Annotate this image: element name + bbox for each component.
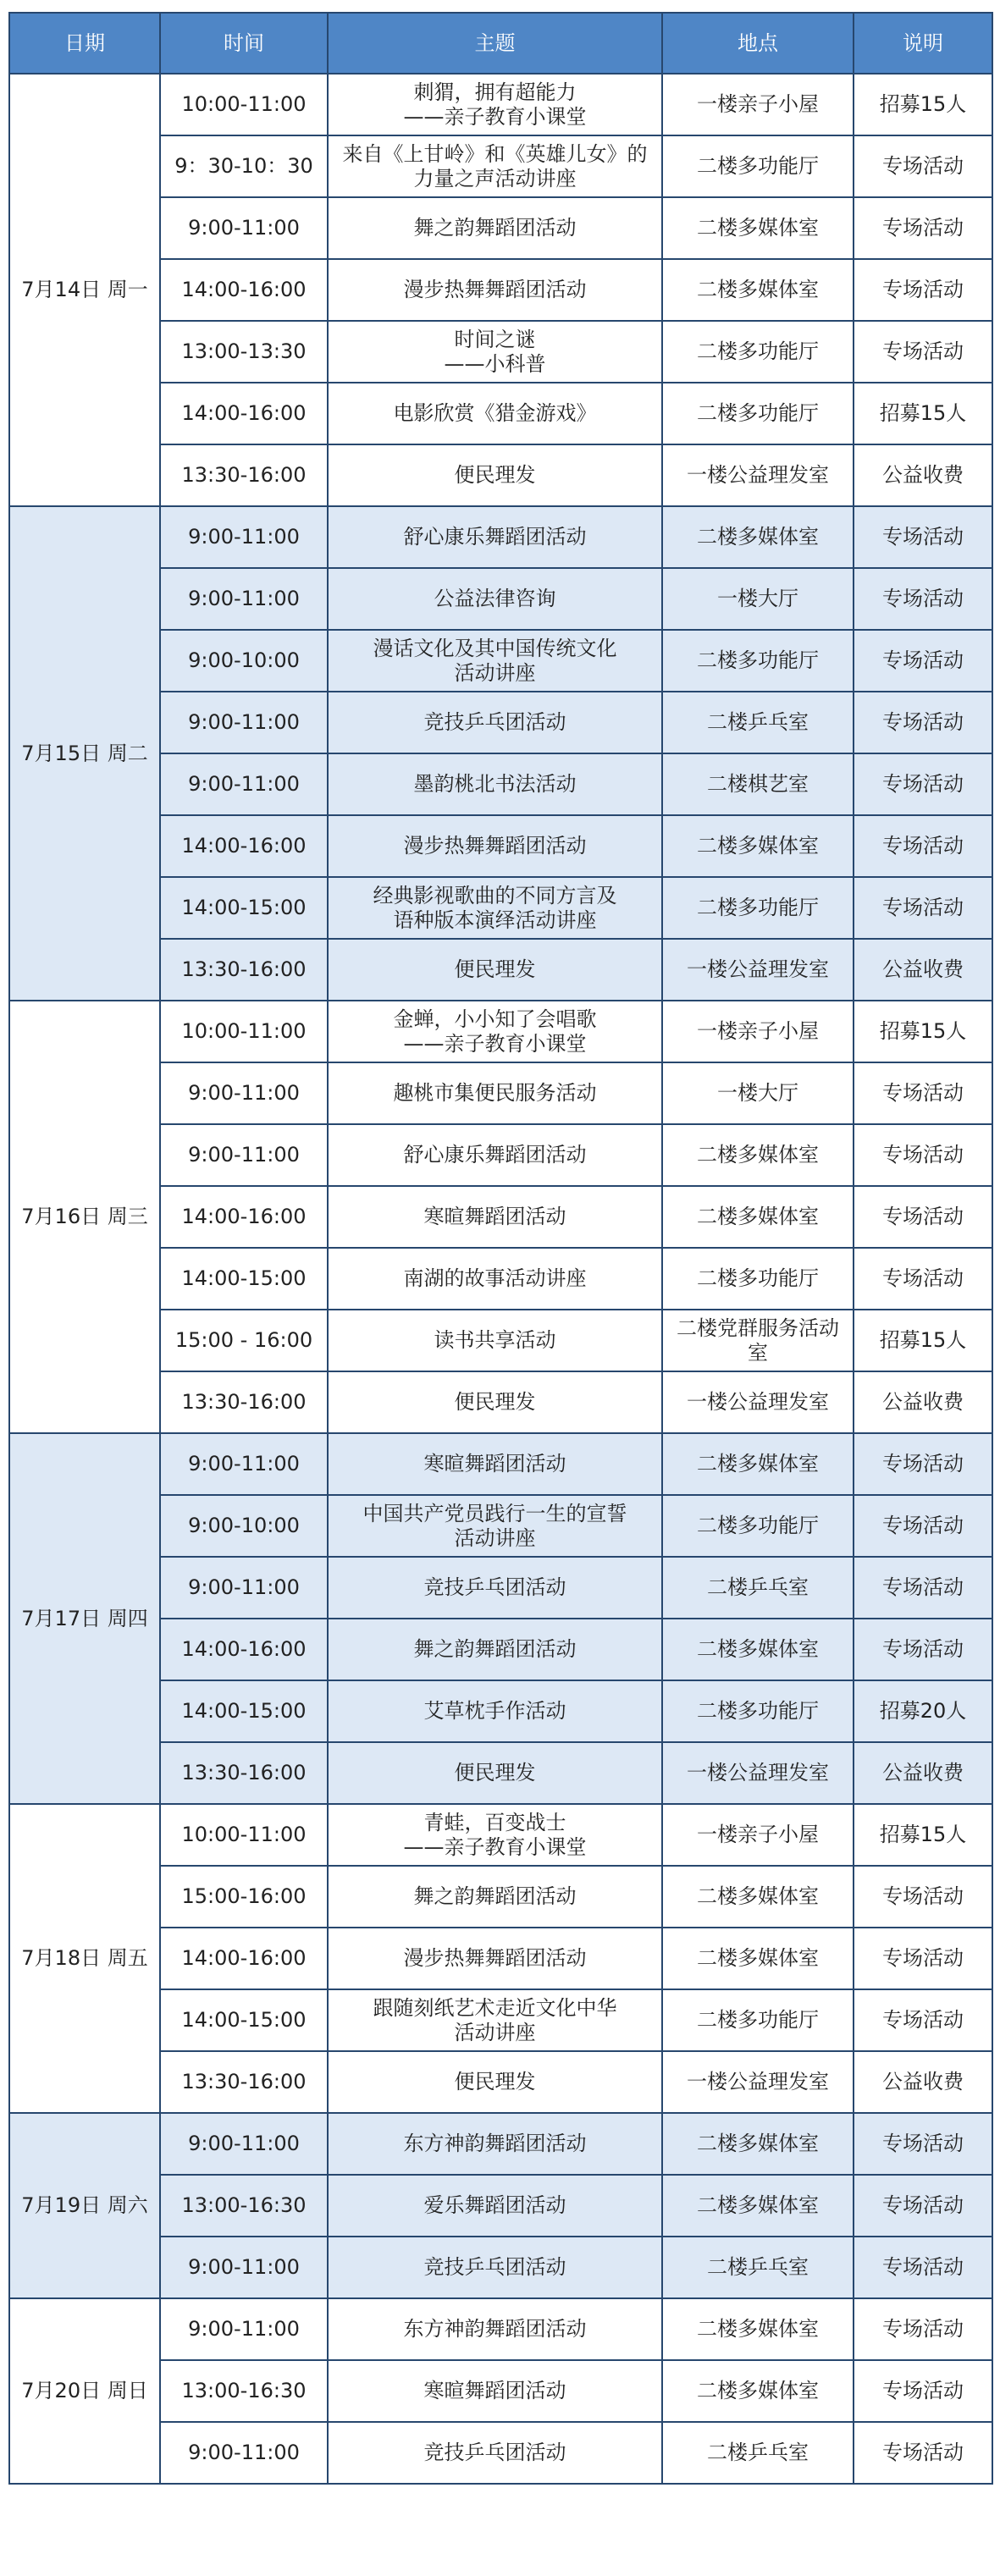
place-cell: 一楼公益理发室 <box>662 1371 854 1433</box>
table-row <box>9 74 992 135</box>
note-cell: 专场活动 <box>854 1495 992 1557</box>
time-cell: 14:00-16:00 <box>160 1928 328 1989</box>
note-cell: 专场活动 <box>854 2175 992 2237</box>
place-cell: 二楼多功能厅 <box>662 1989 854 2051</box>
time-cell: 15:00 - 16:00 <box>160 1310 328 1371</box>
topic-cell: 漫话文化及其中国传统文化 活动讲座 <box>328 630 662 692</box>
topic-cell: 便民理发 <box>328 939 662 1001</box>
schedule-table <box>8 12 993 2485</box>
time-cell: 9:00-11:00 <box>160 2237 328 2298</box>
topic-cell: 爱乐舞蹈团活动 <box>328 2175 662 2237</box>
date-cell: 7月19日 周六 <box>9 2113 160 2298</box>
place-cell: 二楼多媒体室 <box>662 1928 854 1989</box>
time-cell: 10:00-11:00 <box>160 1001 328 1062</box>
date-cell: 7月16日 周三 <box>9 1001 160 1433</box>
place-cell: 二楼多媒体室 <box>662 2298 854 2360</box>
time-cell: 14:00-15:00 <box>160 1680 328 1742</box>
note-cell: 专场活动 <box>854 1619 992 1680</box>
place-cell: 一楼公益理发室 <box>662 939 854 1001</box>
topic-cell: 东方神韵舞蹈团活动 <box>328 2298 662 2360</box>
topic-cell: 竞技乒乓团活动 <box>328 1557 662 1619</box>
time-cell: 10:00-11:00 <box>160 1804 328 1866</box>
time-cell: 9:00-10:00 <box>160 1495 328 1557</box>
time-cell: 13:00-16:30 <box>160 2175 328 2237</box>
note-cell: 专场活动 <box>854 1124 992 1186</box>
note-cell: 专场活动 <box>854 753 992 815</box>
time-cell: 14:00-16:00 <box>160 1186 328 1248</box>
date-cell: 7月18日 周五 <box>9 1804 160 2113</box>
time-cell: 14:00-16:00 <box>160 383 328 444</box>
time-cell: 9:00-11:00 <box>160 2422 328 2484</box>
time-cell: 9:00-11:00 <box>160 1124 328 1186</box>
note-cell: 专场活动 <box>854 568 992 630</box>
table-row <box>9 2298 992 2360</box>
topic-cell: 漫步热舞舞蹈团活动 <box>328 259 662 321</box>
header-time: 时间 <box>160 13 328 74</box>
place-cell: 二楼多功能厅 <box>662 383 854 444</box>
time-cell: 9:00-11:00 <box>160 753 328 815</box>
place-cell: 二楼多功能厅 <box>662 630 854 692</box>
time-cell: 9:00-11:00 <box>160 1557 328 1619</box>
note-cell: 公益收费 <box>854 2051 992 2113</box>
place-cell: 二楼多功能厅 <box>662 1248 854 1310</box>
place-cell: 二楼多媒体室 <box>662 1866 854 1928</box>
note-cell: 专场活动 <box>854 692 992 753</box>
note-cell: 专场活动 <box>854 2360 992 2422</box>
topic-cell: 竞技乒乓团活动 <box>328 692 662 753</box>
time-cell: 9:00-11:00 <box>160 1433 328 1495</box>
note-cell: 专场活动 <box>854 1866 992 1928</box>
topic-cell: 漫步热舞舞蹈团活动 <box>328 1928 662 1989</box>
topic-cell: 金蝉，小小知了会唱歌 ——亲子教育小课堂 <box>328 1001 662 1062</box>
topic-cell: 刺猬，拥有超能力 ——亲子教育小课堂 <box>328 74 662 135</box>
place-cell: 一楼亲子小屋 <box>662 74 854 135</box>
time-cell: 10:00-11:00 <box>160 74 328 135</box>
note-cell: 专场活动 <box>854 2113 992 2175</box>
note-cell: 专场活动 <box>854 197 992 259</box>
place-cell: 二楼多媒体室 <box>662 2360 854 2422</box>
date-cell: 7月14日 周一 <box>9 74 160 506</box>
topic-cell: 读书共享活动 <box>328 1310 662 1371</box>
place-cell: 一楼公益理发室 <box>662 2051 854 2113</box>
time-cell: 14:00-15:00 <box>160 877 328 939</box>
table-row <box>9 2113 992 2175</box>
place-cell: 二楼乒乓室 <box>662 1557 854 1619</box>
topic-cell: 寒暄舞蹈团活动 <box>328 1186 662 1248</box>
table-row <box>9 506 992 568</box>
note-cell: 公益收费 <box>854 444 992 506</box>
place-cell: 一楼亲子小屋 <box>662 1001 854 1062</box>
topic-cell: 青蛙，百变战士 ——亲子教育小课堂 <box>328 1804 662 1866</box>
time-cell: 9:00-11:00 <box>160 197 328 259</box>
time-cell: 13:30-16:00 <box>160 1371 328 1433</box>
note-cell: 专场活动 <box>854 1433 992 1495</box>
note-cell: 专场活动 <box>854 1186 992 1248</box>
note-cell: 招募20人 <box>854 1680 992 1742</box>
time-cell: 9:00-11:00 <box>160 568 328 630</box>
place-cell: 二楼多功能厅 <box>662 135 854 197</box>
time-cell: 13:30-16:00 <box>160 939 328 1001</box>
time-cell: 9:00-11:00 <box>160 1062 328 1124</box>
time-cell: 13:30-16:00 <box>160 2051 328 2113</box>
table-header-row <box>9 13 992 74</box>
note-cell: 专场活动 <box>854 2237 992 2298</box>
place-cell: 二楼多功能厅 <box>662 1495 854 1557</box>
time-cell: 13:00-16:30 <box>160 2360 328 2422</box>
header-place: 地点 <box>662 13 854 74</box>
note-cell: 招募15人 <box>854 383 992 444</box>
place-cell: 二楼多功能厅 <box>662 1680 854 1742</box>
note-cell: 专场活动 <box>854 2298 992 2360</box>
place-cell: 一楼公益理发室 <box>662 444 854 506</box>
place-cell: 二楼党群服务活动 室 <box>662 1310 854 1371</box>
topic-cell: 便民理发 <box>328 2051 662 2113</box>
date-cell: 7月15日 周二 <box>9 506 160 1001</box>
place-cell: 二楼乒乓室 <box>662 2422 854 2484</box>
topic-cell: 东方神韵舞蹈团活动 <box>328 2113 662 2175</box>
topic-cell: 便民理发 <box>328 1742 662 1804</box>
topic-cell: 舞之韵舞蹈团活动 <box>328 1866 662 1928</box>
place-cell: 二楼多媒体室 <box>662 506 854 568</box>
place-cell: 二楼多媒体室 <box>662 1619 854 1680</box>
time-cell: 14:00-15:00 <box>160 1248 328 1310</box>
place-cell: 一楼大厅 <box>662 1062 854 1124</box>
topic-cell: 便民理发 <box>328 444 662 506</box>
note-cell: 专场活动 <box>854 630 992 692</box>
note-cell: 专场活动 <box>854 1989 992 2051</box>
topic-cell: 艾草枕手作活动 <box>328 1680 662 1742</box>
note-cell: 专场活动 <box>854 2422 992 2484</box>
note-cell: 专场活动 <box>854 1557 992 1619</box>
note-cell: 专场活动 <box>854 321 992 383</box>
place-cell: 二楼乒乓室 <box>662 2237 854 2298</box>
place-cell: 二楼多功能厅 <box>662 321 854 383</box>
place-cell: 一楼大厅 <box>662 568 854 630</box>
table-row <box>9 1804 992 1866</box>
topic-cell: 竞技乒乓团活动 <box>328 2237 662 2298</box>
topic-cell: 舞之韵舞蹈团活动 <box>328 197 662 259</box>
place-cell: 二楼多媒体室 <box>662 815 854 877</box>
note-cell: 专场活动 <box>854 506 992 568</box>
topic-cell: 舒心康乐舞蹈团活动 <box>328 1124 662 1186</box>
topic-cell: 公益法律咨询 <box>328 568 662 630</box>
place-cell: 二楼多媒体室 <box>662 1186 854 1248</box>
note-cell: 专场活动 <box>854 1928 992 1989</box>
note-cell: 招募15人 <box>854 1310 992 1371</box>
time-cell: 9:00-11:00 <box>160 692 328 753</box>
topic-cell: 竞技乒乓团活动 <box>328 2422 662 2484</box>
date-cell: 7月17日 周四 <box>9 1433 160 1804</box>
time-cell: 14:00-16:00 <box>160 259 328 321</box>
place-cell: 一楼亲子小屋 <box>662 1804 854 1866</box>
place-cell: 二楼多功能厅 <box>662 877 854 939</box>
time-cell: 14:00-16:00 <box>160 815 328 877</box>
topic-cell: 趣桃市集便民服务活动 <box>328 1062 662 1124</box>
note-cell: 招募15人 <box>854 1804 992 1866</box>
time-cell: 15:00-16:00 <box>160 1866 328 1928</box>
place-cell: 二楼多媒体室 <box>662 259 854 321</box>
note-cell: 专场活动 <box>854 1062 992 1124</box>
note-cell: 专场活动 <box>854 877 992 939</box>
time-cell: 14:00-16:00 <box>160 1619 328 1680</box>
table-row <box>9 1433 992 1495</box>
header-date: 日期 <box>9 13 160 74</box>
note-cell: 招募15人 <box>854 74 992 135</box>
place-cell: 二楼乒乓室 <box>662 692 854 753</box>
topic-cell: 跟随刻纸艺术走近文化中华 活动讲座 <box>328 1989 662 2051</box>
topic-cell: 经典影视歌曲的不同方言及 语种版本演绎活动讲座 <box>328 877 662 939</box>
time-cell: 9：30-10：30 <box>160 135 328 197</box>
note-cell: 专场活动 <box>854 815 992 877</box>
topic-cell: 寒暄舞蹈团活动 <box>328 2360 662 2422</box>
time-cell: 9:00-11:00 <box>160 2113 328 2175</box>
place-cell: 二楼多媒体室 <box>662 1124 854 1186</box>
topic-cell: 舞之韵舞蹈团活动 <box>328 1619 662 1680</box>
time-cell: 9:00-11:00 <box>160 506 328 568</box>
place-cell: 二楼棋艺室 <box>662 753 854 815</box>
topic-cell: 来自《上甘岭》和《英雄儿女》的 力量之声活动讲座 <box>328 135 662 197</box>
topic-cell: 时间之谜 ——小科普 <box>328 321 662 383</box>
note-cell: 专场活动 <box>854 259 992 321</box>
place-cell: 二楼多媒体室 <box>662 1433 854 1495</box>
topic-cell: 墨韵桃北书法活动 <box>328 753 662 815</box>
topic-cell: 寒暄舞蹈团活动 <box>328 1433 662 1495</box>
time-cell: 13:30-16:00 <box>160 1742 328 1804</box>
place-cell: 二楼多媒体室 <box>662 2175 854 2237</box>
place-cell: 二楼多媒体室 <box>662 2113 854 2175</box>
note-cell: 公益收费 <box>854 1742 992 1804</box>
time-cell: 13:30-16:00 <box>160 444 328 506</box>
note-cell: 公益收费 <box>854 939 992 1001</box>
topic-cell: 漫步热舞舞蹈团活动 <box>328 815 662 877</box>
table-row <box>9 1001 992 1062</box>
time-cell: 14:00-15:00 <box>160 1989 328 2051</box>
note-cell: 专场活动 <box>854 1248 992 1310</box>
time-cell: 9:00-11:00 <box>160 2298 328 2360</box>
note-cell: 公益收费 <box>854 1371 992 1433</box>
topic-cell: 南湖的故事活动讲座 <box>328 1248 662 1310</box>
time-cell: 9:00-10:00 <box>160 630 328 692</box>
date-cell: 7月20日 周日 <box>9 2298 160 2484</box>
place-cell: 一楼公益理发室 <box>662 1742 854 1804</box>
topic-cell: 舒心康乐舞蹈团活动 <box>328 506 662 568</box>
header-topic: 主题 <box>328 13 662 74</box>
place-cell: 二楼多媒体室 <box>662 197 854 259</box>
header-note: 说明 <box>854 13 992 74</box>
topic-cell: 便民理发 <box>328 1371 662 1433</box>
topic-cell: 中国共产党员践行一生的宣誓 活动讲座 <box>328 1495 662 1557</box>
topic-cell: 电影欣赏《猎金游戏》 <box>328 383 662 444</box>
schedule-body <box>9 74 992 2484</box>
note-cell: 专场活动 <box>854 135 992 197</box>
time-cell: 13:00-13:30 <box>160 321 328 383</box>
note-cell: 招募15人 <box>854 1001 992 1062</box>
